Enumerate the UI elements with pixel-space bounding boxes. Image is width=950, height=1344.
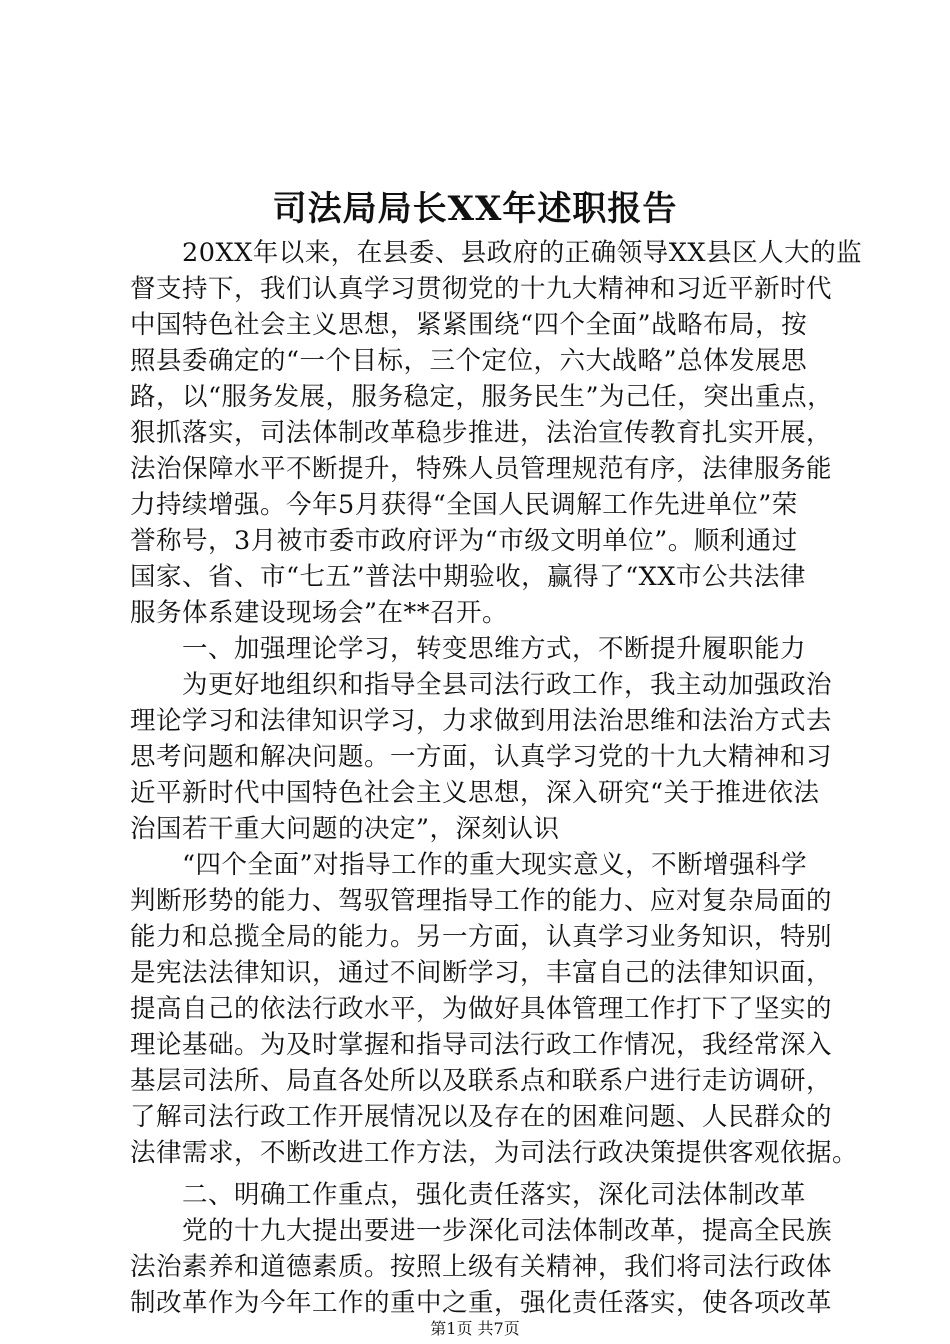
body-line: 誉称号，3月被市委市政府评为“市级文明单位”。顺利通过 — [130, 526, 798, 556]
body-line: 是宪法法律知识，通过不间断学习，丰富自己的法律知识面， — [130, 958, 833, 988]
body-line: 理论基础。为及时掌握和指导司法行政工作情况，我经常深入 — [130, 1030, 833, 1060]
document-title: 司法局局长XX年述职报告 — [272, 189, 678, 229]
body-line: 国家、省、市“七五”普法中期验收，赢得了“XX市公共法律 — [130, 562, 806, 592]
body-line: 服务体系建设现场会”在**召开。 — [130, 598, 509, 628]
body-line: 照县委确定的“一个目标，三个定位，六大战略”总体发展思 — [130, 346, 808, 376]
body-line: 治国若干重大问题的决定”，深刻认识 — [130, 814, 560, 844]
body-line: 督支持下，我们认真学习贯彻党的十九大精神和习近平新时代 — [130, 274, 833, 304]
body-line: 制改革作为今年工作的重中之重，强化责任落实，使各项改革 — [130, 1288, 833, 1318]
body-line: 理论学习和法律知识学习，力求做到用法治思维和法治方式去 — [130, 706, 833, 736]
body-line: 中国特色社会主义思想，紧紧围绕“四个全面”战略布局，按 — [130, 310, 808, 340]
section-heading: 二、明确工作重点，强化责任落实，深化司法体制改革 — [130, 1180, 807, 1210]
body-line: 力持续增强。今年5月获得“全国人民调解工作先进单位”荣 — [130, 490, 798, 520]
body-line: 狠抓落实，司法体制改革稳步推进，法治宣传教育扎实开展， — [130, 418, 833, 448]
body-line: 党的十九大提出要进一步深化司法体制改革，提高全民族 — [130, 1216, 833, 1246]
body-line: 思考问题和解决问题。一方面，认真学习党的十九大精神和习 — [130, 742, 833, 772]
body-line: 法律需求，不断改进工作方法，为司法行政决策提供客观依据。 — [130, 1138, 859, 1168]
body-line: 判断形势的能力、驾驭管理指导工作的能力、应对复杂局面的 — [130, 886, 833, 916]
body-line: “四个全面”对指导工作的重大现实意义，不断增强科学 — [130, 850, 808, 880]
body-line: 了解司法行政工作开展情况以及存在的困难问题、人民群众的 — [130, 1102, 833, 1132]
body-line: 为更好地组织和指导全县司法行政工作，我主动加强政治 — [130, 670, 833, 700]
body-line: 近平新时代中国特色社会主义思想，深入研究“关于推进依法 — [130, 778, 820, 808]
page-number-footer: 第1页 共7页 — [430, 1319, 520, 1338]
section-heading: 一、加强理论学习，转变思维方式，不断提升履职能力 — [130, 634, 807, 664]
body-line: 能力和总揽全局的能力。另一方面，认真学习业务知识，特别 — [130, 922, 833, 952]
body-line: 20XX年以来，在县委、县政府的正确领导XX县区人大的监 — [130, 238, 863, 268]
body-line: 路，以“服务发展，服务稳定，服务民生”为己任，突出重点， — [130, 382, 834, 412]
body-line: 法治保障水平不断提升，特殊人员管理规范有序，法律服务能 — [130, 454, 833, 484]
body-line: 法治素养和道德素质。按照上级有关精神，我们将司法行政体 — [130, 1252, 833, 1282]
body-line: 基层司法所、局直各处所以及联系点和联系户进行走访调研， — [130, 1066, 833, 1096]
body-line: 提高自己的依法行政水平，为做好具体管理工作打下了坚实的 — [130, 994, 833, 1024]
